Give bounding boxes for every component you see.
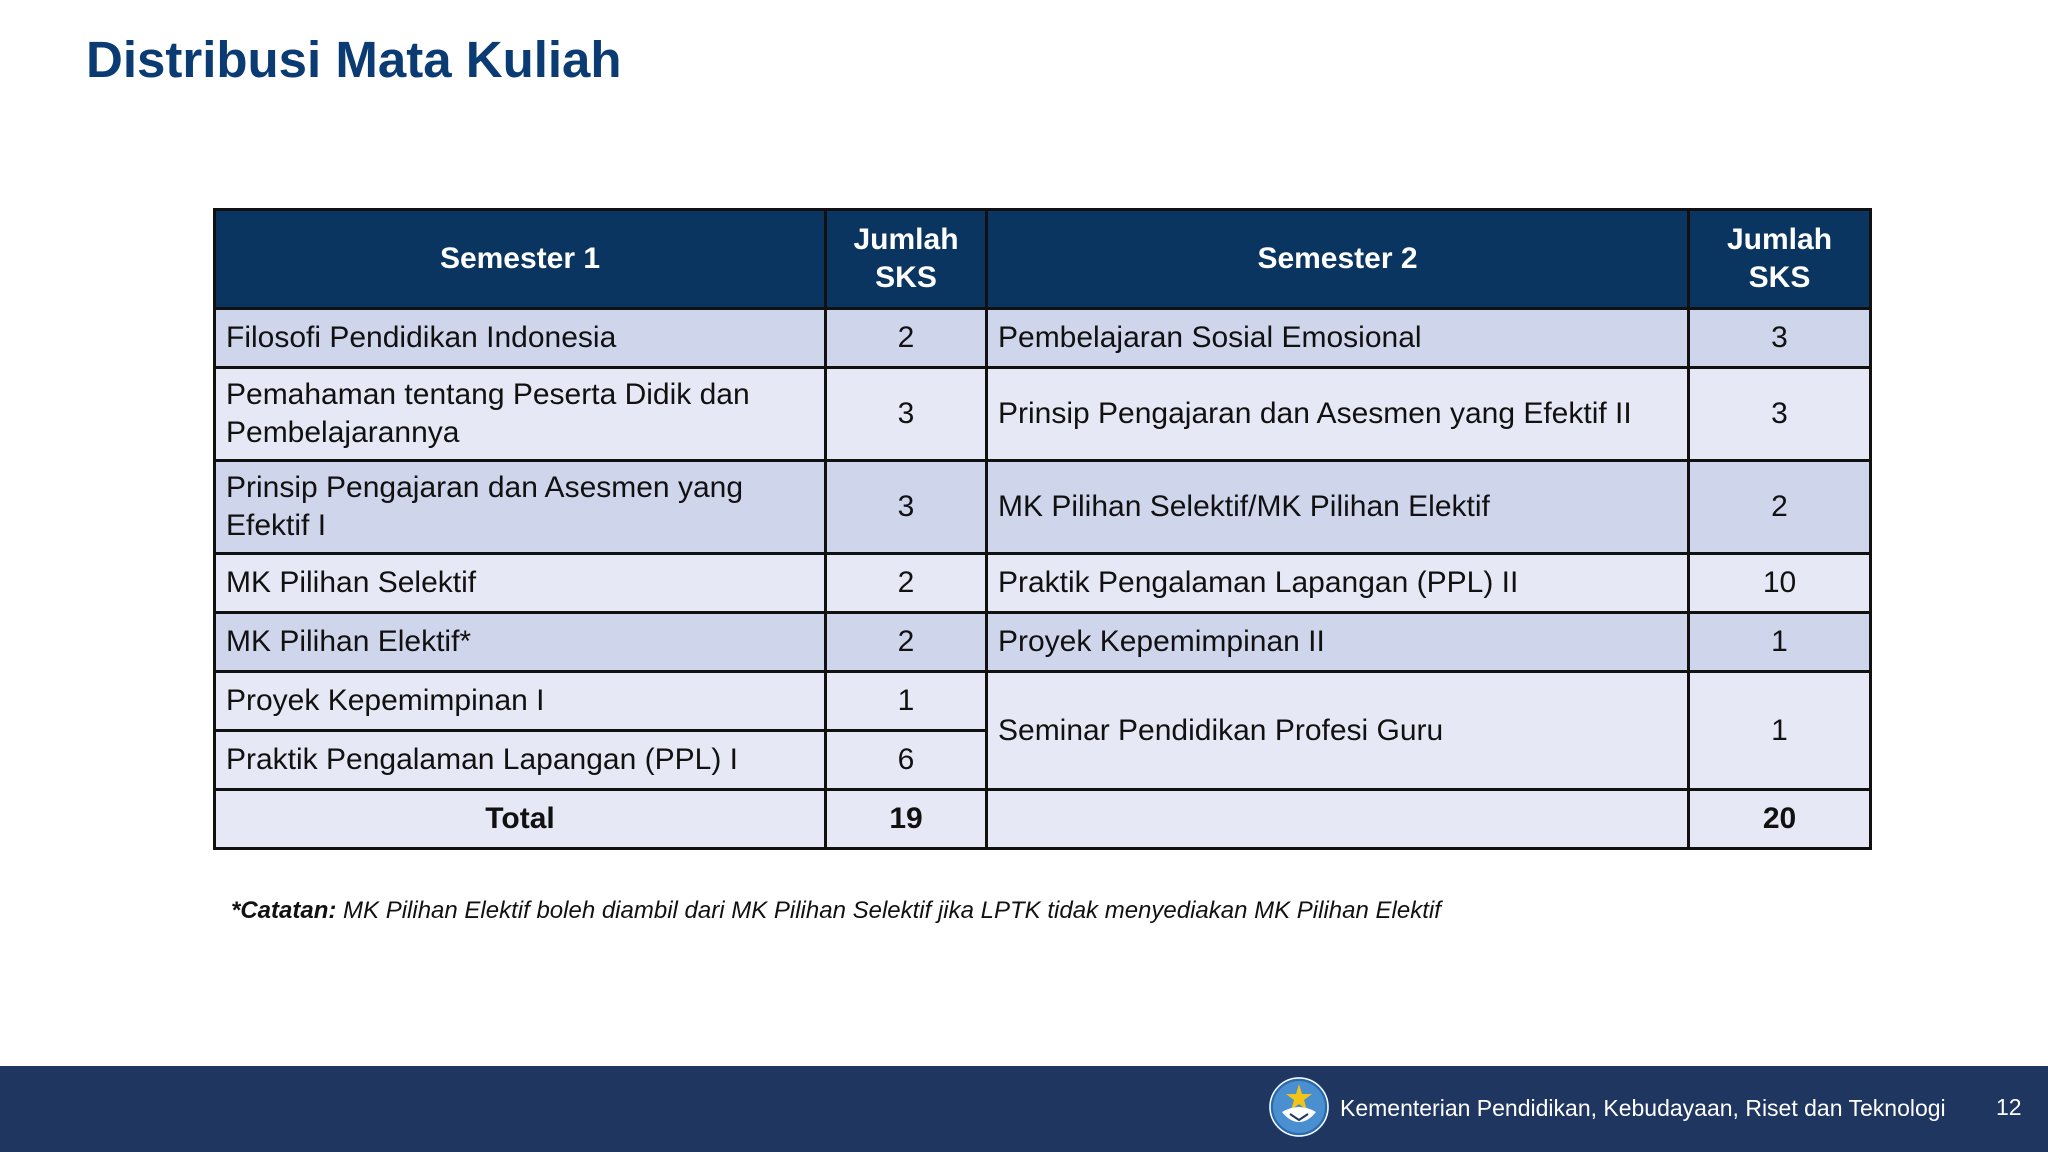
semester-2-sks: 10 (1689, 554, 1871, 613)
page-title: Distribusi Mata Kuliah (86, 31, 622, 88)
header-sks-1: Jumlah SKS (826, 210, 987, 309)
header-sks-2: Jumlah SKS (1689, 210, 1871, 309)
footnote (231, 897, 1441, 925)
semester-1-course: MK Pilihan Elektif* (215, 613, 826, 672)
table-row (215, 309, 1871, 368)
table-total-row (215, 790, 1871, 849)
semester-1-total: 19 (826, 790, 987, 849)
semester-1-sks: 6 (826, 731, 987, 790)
semester-1-sks: 2 (826, 554, 987, 613)
semester-2-course: Pembelajaran Sosial Emosional (987, 309, 1689, 368)
semester-2-sks: 1 (1689, 613, 1871, 672)
page-number: 12 (1996, 1094, 2022, 1120)
total-empty-cell (987, 790, 1689, 849)
semester-1-sks: 3 (826, 368, 987, 461)
semester-2-sks: 2 (1689, 461, 1871, 554)
semester-1-sks: 1 (826, 672, 987, 731)
semester-2-course: MK Pilihan Selektif/MK Pilihan Elektif (987, 461, 1689, 554)
semester-2-course: Proyek Kepemimpinan II (987, 613, 1689, 672)
tut-wuri-handayani-logo-icon (1268, 1076, 1330, 1138)
semester-1-course: Prinsip Pengajaran dan Asesmen yang Efektif I (215, 461, 826, 554)
semester-1-sks: 2 (826, 309, 987, 368)
semester-2-sks: 3 (1689, 309, 1871, 368)
header-semester-1: Semester 1 (215, 210, 826, 309)
table-row (215, 613, 1871, 672)
table-row (215, 554, 1871, 613)
course-distribution-table (213, 208, 1872, 850)
semester-2-course: Praktik Pengalaman Lapangan (PPL) II (987, 554, 1689, 613)
semester-2-sks: 3 (1689, 368, 1871, 461)
total-label: Total (215, 790, 826, 849)
semester-2-sks: 1 (1689, 672, 1871, 790)
footnote-text: MK Pilihan Elektif boleh diambil dari MK Pilihan Selektif jika LPTK tidak menyediakan MK Pilihan Elektif (343, 897, 1441, 924)
semester-2-course: Seminar Pendidikan Profesi Guru (987, 672, 1689, 790)
header-semester-2: Semester 2 (987, 210, 1689, 309)
semester-1-course: Pemahaman tentang Peserta Didik dan Pembelajarannya (215, 368, 826, 461)
course-distribution-table-container (213, 208, 1872, 850)
semester-2-course: Prinsip Pengajaran dan Asesmen yang Efektif II (987, 368, 1689, 461)
table-row (215, 368, 1871, 461)
semester-1-course: Filosofi Pendidikan Indonesia (215, 309, 826, 368)
table-row (215, 461, 1871, 554)
footnote-label: *Catatan: (231, 897, 337, 924)
table-row (215, 672, 1871, 731)
semester-1-course: Praktik Pengalaman Lapangan (PPL) I (215, 731, 826, 790)
semester-1-sks: 3 (826, 461, 987, 554)
ministry-name: Kementerian Pendidikan, Kebudayaan, Riset dan Teknologi (1340, 1095, 1946, 1121)
footer-bar (0, 1066, 2048, 1152)
table-header-row (215, 210, 1871, 309)
semester-1-course: MK Pilihan Selektif (215, 554, 826, 613)
semester-1-sks: 2 (826, 613, 987, 672)
semester-2-total: 20 (1689, 790, 1871, 849)
semester-1-course: Proyek Kepemimpinan I (215, 672, 826, 731)
